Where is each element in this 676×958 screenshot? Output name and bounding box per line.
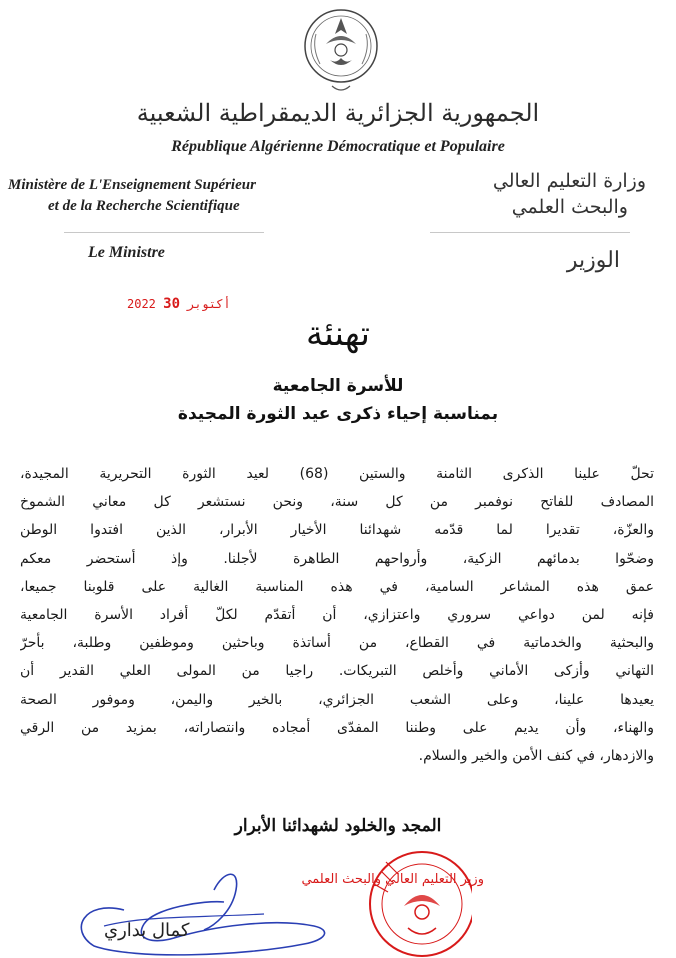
handwritten-signature-icon <box>64 860 344 958</box>
body-line: التهاني وأزكى الأماني وأخلص التبريكات. راجيا من المولى العلي القدير أن <box>20 663 654 680</box>
republic-title-ar: الجمهورية الجزائرية الديمقراطية الشعبية <box>136 99 540 127</box>
body-line: تحلّ علينا الذكرى الثامنة والستين (68) لعيد الثورة التحريرية المجيدة، <box>20 466 654 482</box>
body-line: والهناء، وأن يديم على وطننا المفدّى أمجاده وانتصاراته، بمزيد من الرقي <box>20 719 654 736</box>
ministry-name-fr-line2: et de la Recherche Scientifique <box>48 198 240 214</box>
minister-stamp-title: وزير التعليم العالي والبحث العلمي <box>301 872 484 887</box>
header-divider-right <box>430 232 630 233</box>
header-divider-left <box>64 232 264 233</box>
date-stamp-year: 2022 <box>127 297 156 311</box>
body-line: يعيدها علينا، وعلى الشعب الجزائري، بالخير واليمن، وموفور الصحة <box>20 691 654 708</box>
body-line: المصادف للفاتح نوفمبر من كل سنة، ونحن نستشعر كل معاني الشموخ <box>20 494 654 511</box>
date-stamp-day: 30 <box>163 296 180 312</box>
body-line: وضحّوا بدمائهم الزكية، وأرواحهم الطاهرة لأجلنا. وإذ أستحضر معكم <box>20 550 654 567</box>
ministry-name-fr-line1: Ministère de L'Enseignement Supérieur <box>8 177 256 193</box>
date-stamp-month: أكتوبر <box>187 297 231 311</box>
document-subtitle-line2: بمناسبة إحياء ذكرى عيد الثورة المجيدة <box>177 404 499 424</box>
signatory-name: كمال بداري <box>104 920 190 941</box>
letter-body <box>20 460 654 770</box>
body-line: فإنه لمن دواعي سروري واعتزازي، أن أتقدّم لكلّ أفراد الأسرة الجامعية <box>20 606 654 623</box>
body-line: والازدهار، في كنف الأمن والخير والسلام. <box>418 747 654 764</box>
body-line: والبحثية والخدماتية في القطاع، من أساتذة وباحثين وموظفين وطلبة، بأحرّ <box>20 635 654 652</box>
minister-label-fr: Le Ministre <box>88 244 165 261</box>
official-seal-icon <box>322 832 472 958</box>
document-title: تهنئة <box>306 314 370 354</box>
body-line: والعزّة، تقديرا لما قدّمه شهدائنا الأخيار الأبرار، الذين افتدوا الوطن <box>20 522 654 539</box>
date-stamp <box>127 296 231 312</box>
republic-title-fr: République Algérienne Démocratique et Populaire <box>171 138 505 155</box>
minister-label-ar: الوزير <box>566 248 620 273</box>
document-subtitle-line1: للأسرة الجامعية <box>272 376 404 396</box>
body-line: عمق هذه المشاعر السامية، في هذه المناسبة الغالية على قلوبنا جميعا، <box>20 578 654 595</box>
ministry-name-ar-line1: وزارة التعليم العالي <box>492 170 646 192</box>
closing-phrase: المجد والخلود لشهدائنا الأبرار <box>234 816 442 836</box>
ministry-name-ar-line2: والبحث العلمي <box>511 196 628 218</box>
algeria-emblem-icon <box>302 4 380 96</box>
